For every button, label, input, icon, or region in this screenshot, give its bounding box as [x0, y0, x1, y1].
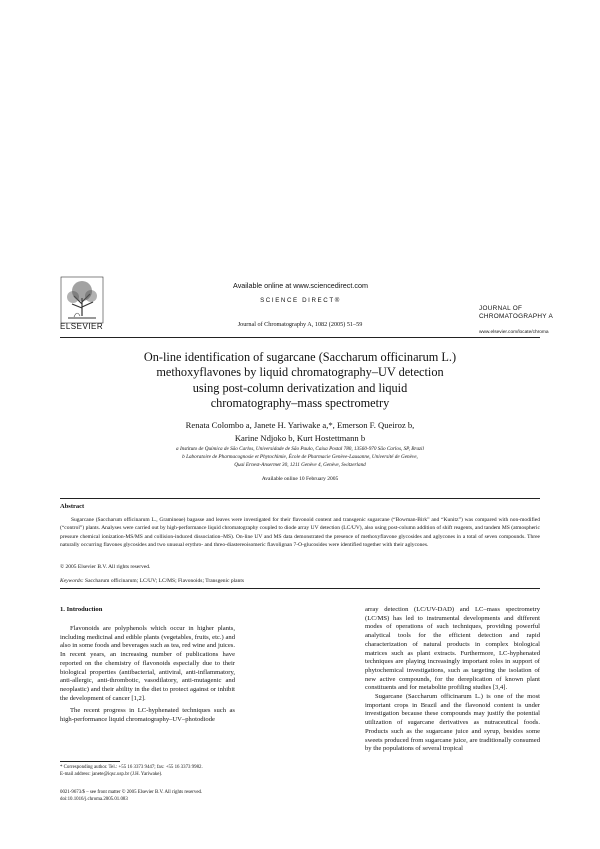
affiliations [90, 446, 510, 469]
corresponding-author-footnote [60, 764, 240, 778]
title-line: chromatography–mass spectrometry [210, 395, 390, 410]
paragraph: array detection (LC/UV-DAD) and LC–mass spectrometry (LC/MS) has led to instrumental developments and different modes of operations of such techniques, providing powerful analytical tools for the efficient detection and rapid characterization of natural products in complex biological matrices such as plant extracts. Furthermore, LC-hyphenated techniques are playing increasingly important roles in support of phytochemical investigations, such as targeting the isolation of new active compounds, for the dereplication of known plant constituents and for metabolite profiling studies [3,4]. [365, 606, 540, 692]
title-line: using post-column derivatization and liquid [192, 380, 408, 395]
section-heading-introduction: 1. Introduction [60, 606, 103, 613]
journal-name-line2: CHROMATOGRAPHY A [479, 313, 554, 320]
copyright-notice: © 2005 Elsevier B.V. All rights reserved. [60, 564, 151, 570]
paragraph: The recent progress in LC-hyphenated techniques such as high-performance liquid chromatography–UV–photodiode [60, 707, 235, 724]
keywords [60, 578, 244, 584]
affiliation-b-cont: Quai Ernest-Ansermet 30, 1211 Genève 4, Genève, Switzerland [234, 461, 366, 468]
authors-line: Renata Colombo a, Janete H. Yariwake a,*, Emerson F. Queiroz b, [185, 420, 415, 430]
doi-line[interactable]: doi:10.1016/j.chroma.2005.01.083 [60, 797, 128, 802]
paragraph: Sugarcane (Saccharum officinarum L.) is one of the most important crops in Brazil and the flavonoid content is under investigation because these compounds may justify the potential utilization of sugarcane derivatives as nutraceutical foods. Products such as the sugarcane juice and syrup, besides some sweets produced from sugarcane juice, are traditionally consumed by the populations of several tropical [365, 693, 540, 753]
abstract-bottom-rule [60, 588, 540, 589]
available-online-text: Available online at www.sciencedirect.com [233, 281, 368, 290]
header-divider [60, 337, 540, 338]
paragraph: Flavonoids are polyphenols which occur in higher plants, including medicinal and edible plants (vegetables, fruits, etc.) and also in some foods and beverages such as tea, red wine and juices. In recent years, an increasing number of publications have reported on the chemistry of flavonoids especially due to their biological properties (antibacterial, antiviral, anti-inflammatory, anti-allergic, anti-thrombotic, vasodilatory, anti-mutagenic and neoplastic) and their ability in the diet to protect against or inhibit the development of cancer [1,2]. [60, 625, 235, 702]
publisher-logo-text: ELSEVIER [60, 322, 104, 331]
keywords-label: Keywords: [60, 578, 84, 584]
keywords-list: Saccharum officinarum; LC/UV; LC/MS; Flavonoids; Transgenic plants [85, 578, 244, 584]
journal-url[interactable]: www.elsevier.com/locate/chroma [479, 330, 549, 335]
issn-line: 0021-9673/$ – see front matter © 2005 Elsevier B.V. All rights reserved. [60, 790, 203, 795]
article-title [90, 350, 510, 411]
elsevier-tree-logo [60, 276, 104, 324]
front-matter-info [60, 789, 202, 803]
abstract-body: Sugarcane (Saccharum officinarum L., Gramineae) bagasse and leaves were investigated for their flavonoid content and transgenic sugarcane (“Bowman-Birk” and “Kunitz”) was compared with non-modified (“control”) plants. Analyses were carried out by high-performance liquid chromatography coupled to diode array UV detection (LC/UV), also using post-column addition of shift reagents, and tandem MS (atmospheric pressure chemical ionization-MS/MS and collision-induced dissociation–MS). On-line UV and MS data demonstrated the presence of methoxyflavone glycosides and aglycones in a total of seven compounds. Three naturally occurring flavones glycosides and two unusual erythro- and threo-diastereoisomeric flavolignan 7-O-glucosides were identified together with their aglycones. [60, 517, 540, 548]
science-direct-logo: SCIENCE DIRECT® [260, 297, 341, 304]
footnote-rule [60, 761, 120, 762]
available-online-date: Available online 10 February 2005 [261, 476, 339, 482]
affiliation-a: a Instituto de Química de São Carlos, Universidade de São Paulo, Caixa Postal 780, 13560-970 São Carlos, SP, Brazil [176, 446, 424, 452]
journal-name-line1: JOURNAL OF [479, 305, 523, 312]
left-column [60, 625, 235, 725]
abstract-heading: Abstract [60, 503, 85, 510]
author-list [110, 419, 490, 444]
authors-line: Karine Ndjoko b, Kurt Hostettmann b [234, 432, 366, 443]
journal-citation: Journal of Chromatography A, 1082 (2005) 51–59 [237, 321, 363, 328]
abstract-top-rule [60, 498, 540, 499]
title-line: methoxyflavones by liquid chromatography–UV detection [156, 365, 444, 380]
footnote-line: * Corresponding author. Tel.: +55 16 3373 9447; fax: +55 16 3373 9982. [60, 765, 203, 770]
affiliation-b: b Laboratoire de Pharmacognosie et Phytochimie, École de Pharmacie Genève-Lausanne, Université de Genève, [182, 453, 418, 460]
journal-name [479, 305, 553, 321]
footnote-email: E-mail address: janete@iqsc.usp.br (J.H. Yariwake). [60, 772, 163, 777]
title-line: On-line identification of sugarcane (Saccharum officinarum L.) [143, 350, 457, 364]
right-column [365, 606, 540, 754]
